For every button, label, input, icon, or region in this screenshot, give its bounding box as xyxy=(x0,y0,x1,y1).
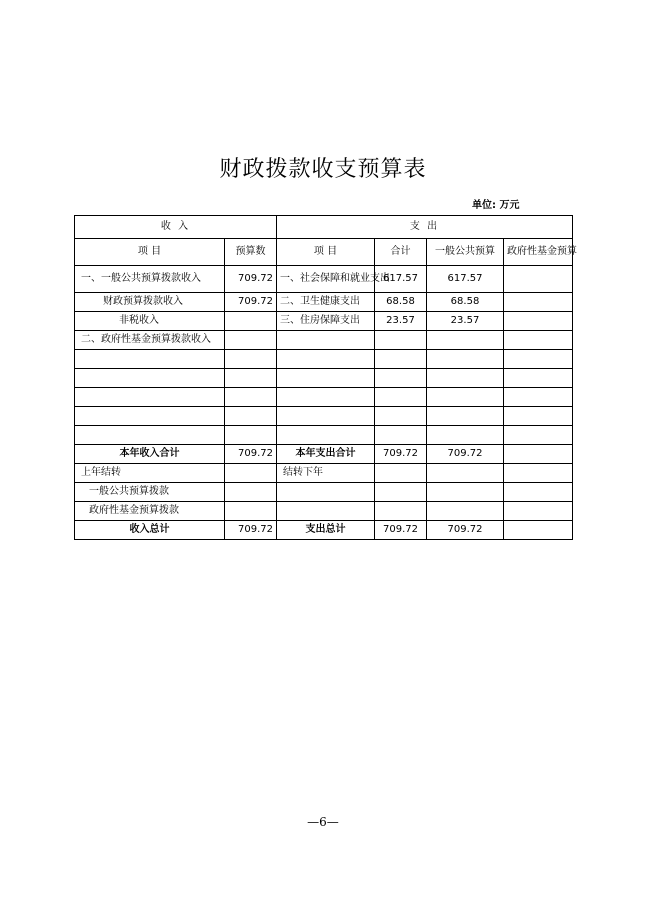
empty-row xyxy=(75,369,573,388)
carryover-row xyxy=(75,483,573,502)
expense-item-cell: 二、卫生健康支出 xyxy=(277,293,375,312)
income-amount-cell xyxy=(225,331,277,350)
empty-cell xyxy=(504,464,573,483)
empty-cell xyxy=(277,426,375,445)
empty-cell xyxy=(277,350,375,369)
income-subtotal-label: 本年收入合计 xyxy=(75,445,225,464)
expense-grand-general: 709.72 xyxy=(427,521,504,540)
empty-cell xyxy=(277,388,375,407)
prev-year-carryover-label: 上年结转 xyxy=(75,464,225,483)
empty-cell xyxy=(277,407,375,426)
expense-grand-fund xyxy=(504,521,573,540)
empty-cell xyxy=(225,407,277,426)
empty-cell xyxy=(225,350,277,369)
empty-cell xyxy=(504,483,573,502)
empty-cell xyxy=(277,483,375,502)
income-amount-cell xyxy=(225,312,277,331)
expense-total-cell: 68.58 xyxy=(375,293,427,312)
expense-total-cell: 23.57 xyxy=(375,312,427,331)
page-title: 财政拨款收支预算表 xyxy=(219,157,427,182)
general-budget-cell: 617.57 xyxy=(427,266,504,293)
general-budget-cell: 68.58 xyxy=(427,293,504,312)
empty-cell xyxy=(504,388,573,407)
fund-alloc-carryover-label: 政府性基金预算拨款 xyxy=(75,502,225,521)
general-budget-cell xyxy=(427,331,504,350)
expense-item-cell xyxy=(277,331,375,350)
income-amount-cell: 709.72 xyxy=(225,293,277,312)
empty-cell xyxy=(277,502,375,521)
income-header: 收 入 xyxy=(75,216,277,239)
empty-cell xyxy=(375,388,427,407)
expense-grand-total: 709.72 xyxy=(375,521,427,540)
expense-total-cell: 617.57 xyxy=(375,266,427,293)
empty-row xyxy=(75,388,573,407)
empty-cell xyxy=(427,483,504,502)
table-row xyxy=(75,331,573,350)
empty-cell xyxy=(75,388,225,407)
empty-cell xyxy=(504,350,573,369)
carryover-row xyxy=(75,464,573,483)
table-row xyxy=(75,293,573,312)
grand-total-row xyxy=(75,521,573,540)
income-item-cell: 一、一般公共预算拨款收入 xyxy=(75,266,225,293)
empty-cell xyxy=(504,369,573,388)
income-subtotal-amount: 709.72 xyxy=(225,445,277,464)
gov-fund-header: 政府性基金预算 xyxy=(504,239,573,266)
empty-cell xyxy=(225,426,277,445)
empty-cell xyxy=(427,369,504,388)
gov-fund-cell xyxy=(504,331,573,350)
empty-cell xyxy=(375,502,427,521)
income-item-cell: 非税收入 xyxy=(75,312,225,331)
empty-cell xyxy=(375,464,427,483)
empty-cell xyxy=(427,407,504,426)
empty-cell xyxy=(504,407,573,426)
gov-fund-cell xyxy=(504,266,573,293)
income-amount-header: 预算数 xyxy=(225,239,277,266)
general-budget-header: 一般公共预算 xyxy=(427,239,504,266)
empty-cell xyxy=(375,483,427,502)
expense-total-header: 合计 xyxy=(375,239,427,266)
budget-table xyxy=(74,215,577,540)
header-row-columns xyxy=(75,239,573,266)
empty-cell xyxy=(225,388,277,407)
expense-subtotal-total: 709.72 xyxy=(375,445,427,464)
empty-cell xyxy=(427,464,504,483)
general-budget-cell: 23.57 xyxy=(427,312,504,331)
empty-cell xyxy=(504,502,573,521)
next-year-carryover-label: 结转下年 xyxy=(277,464,375,483)
income-item-header: 项 目 xyxy=(75,239,225,266)
empty-cell xyxy=(75,350,225,369)
empty-cell xyxy=(277,369,375,388)
income-total-label: 收入总计 xyxy=(75,521,225,540)
empty-cell xyxy=(427,502,504,521)
general-alloc-carryover-label: 一般公共预算拨款 xyxy=(75,483,225,502)
table-row xyxy=(75,312,573,331)
empty-cell xyxy=(375,369,427,388)
gov-fund-cell xyxy=(504,293,573,312)
empty-row xyxy=(75,426,573,445)
empty-cell xyxy=(504,426,573,445)
expense-total-label: 支出总计 xyxy=(277,521,375,540)
income-item-cell: 二、政府性基金预算拨款收入 xyxy=(75,331,225,350)
empty-cell xyxy=(75,407,225,426)
empty-cell xyxy=(375,426,427,445)
gov-fund-cell xyxy=(504,312,573,331)
expense-subtotal-label: 本年支出合计 xyxy=(277,445,375,464)
subtotal-row xyxy=(75,445,573,464)
empty-cell xyxy=(225,464,277,483)
income-amount-cell: 709.72 xyxy=(225,266,277,293)
expense-item-cell: 三、住房保障支出 xyxy=(277,312,375,331)
expense-item-header: 项 目 xyxy=(277,239,375,266)
empty-cell xyxy=(225,369,277,388)
page-number: —6— xyxy=(307,815,339,829)
empty-cell xyxy=(75,369,225,388)
empty-cell xyxy=(427,388,504,407)
empty-row xyxy=(75,407,573,426)
carryover-row xyxy=(75,502,573,521)
income-item-cell: 财政预算拨款收入 xyxy=(75,293,225,312)
expense-header: 支 出 xyxy=(277,216,573,239)
empty-cell xyxy=(427,350,504,369)
expense-subtotal-general: 709.72 xyxy=(427,445,504,464)
empty-cell xyxy=(225,502,277,521)
empty-cell xyxy=(375,350,427,369)
empty-cell xyxy=(375,407,427,426)
empty-cell xyxy=(75,426,225,445)
expense-item-cell: 一、社会保障和就业支出 xyxy=(277,266,375,293)
unit-label: 单位: 万元 xyxy=(472,200,520,211)
empty-cell xyxy=(225,483,277,502)
header-row-groups xyxy=(75,216,573,239)
expense-subtotal-fund xyxy=(504,445,573,464)
income-total-amount: 709.72 xyxy=(225,521,277,540)
table-row xyxy=(75,266,573,293)
empty-cell xyxy=(427,426,504,445)
empty-row xyxy=(75,350,573,369)
expense-total-cell xyxy=(375,331,427,350)
